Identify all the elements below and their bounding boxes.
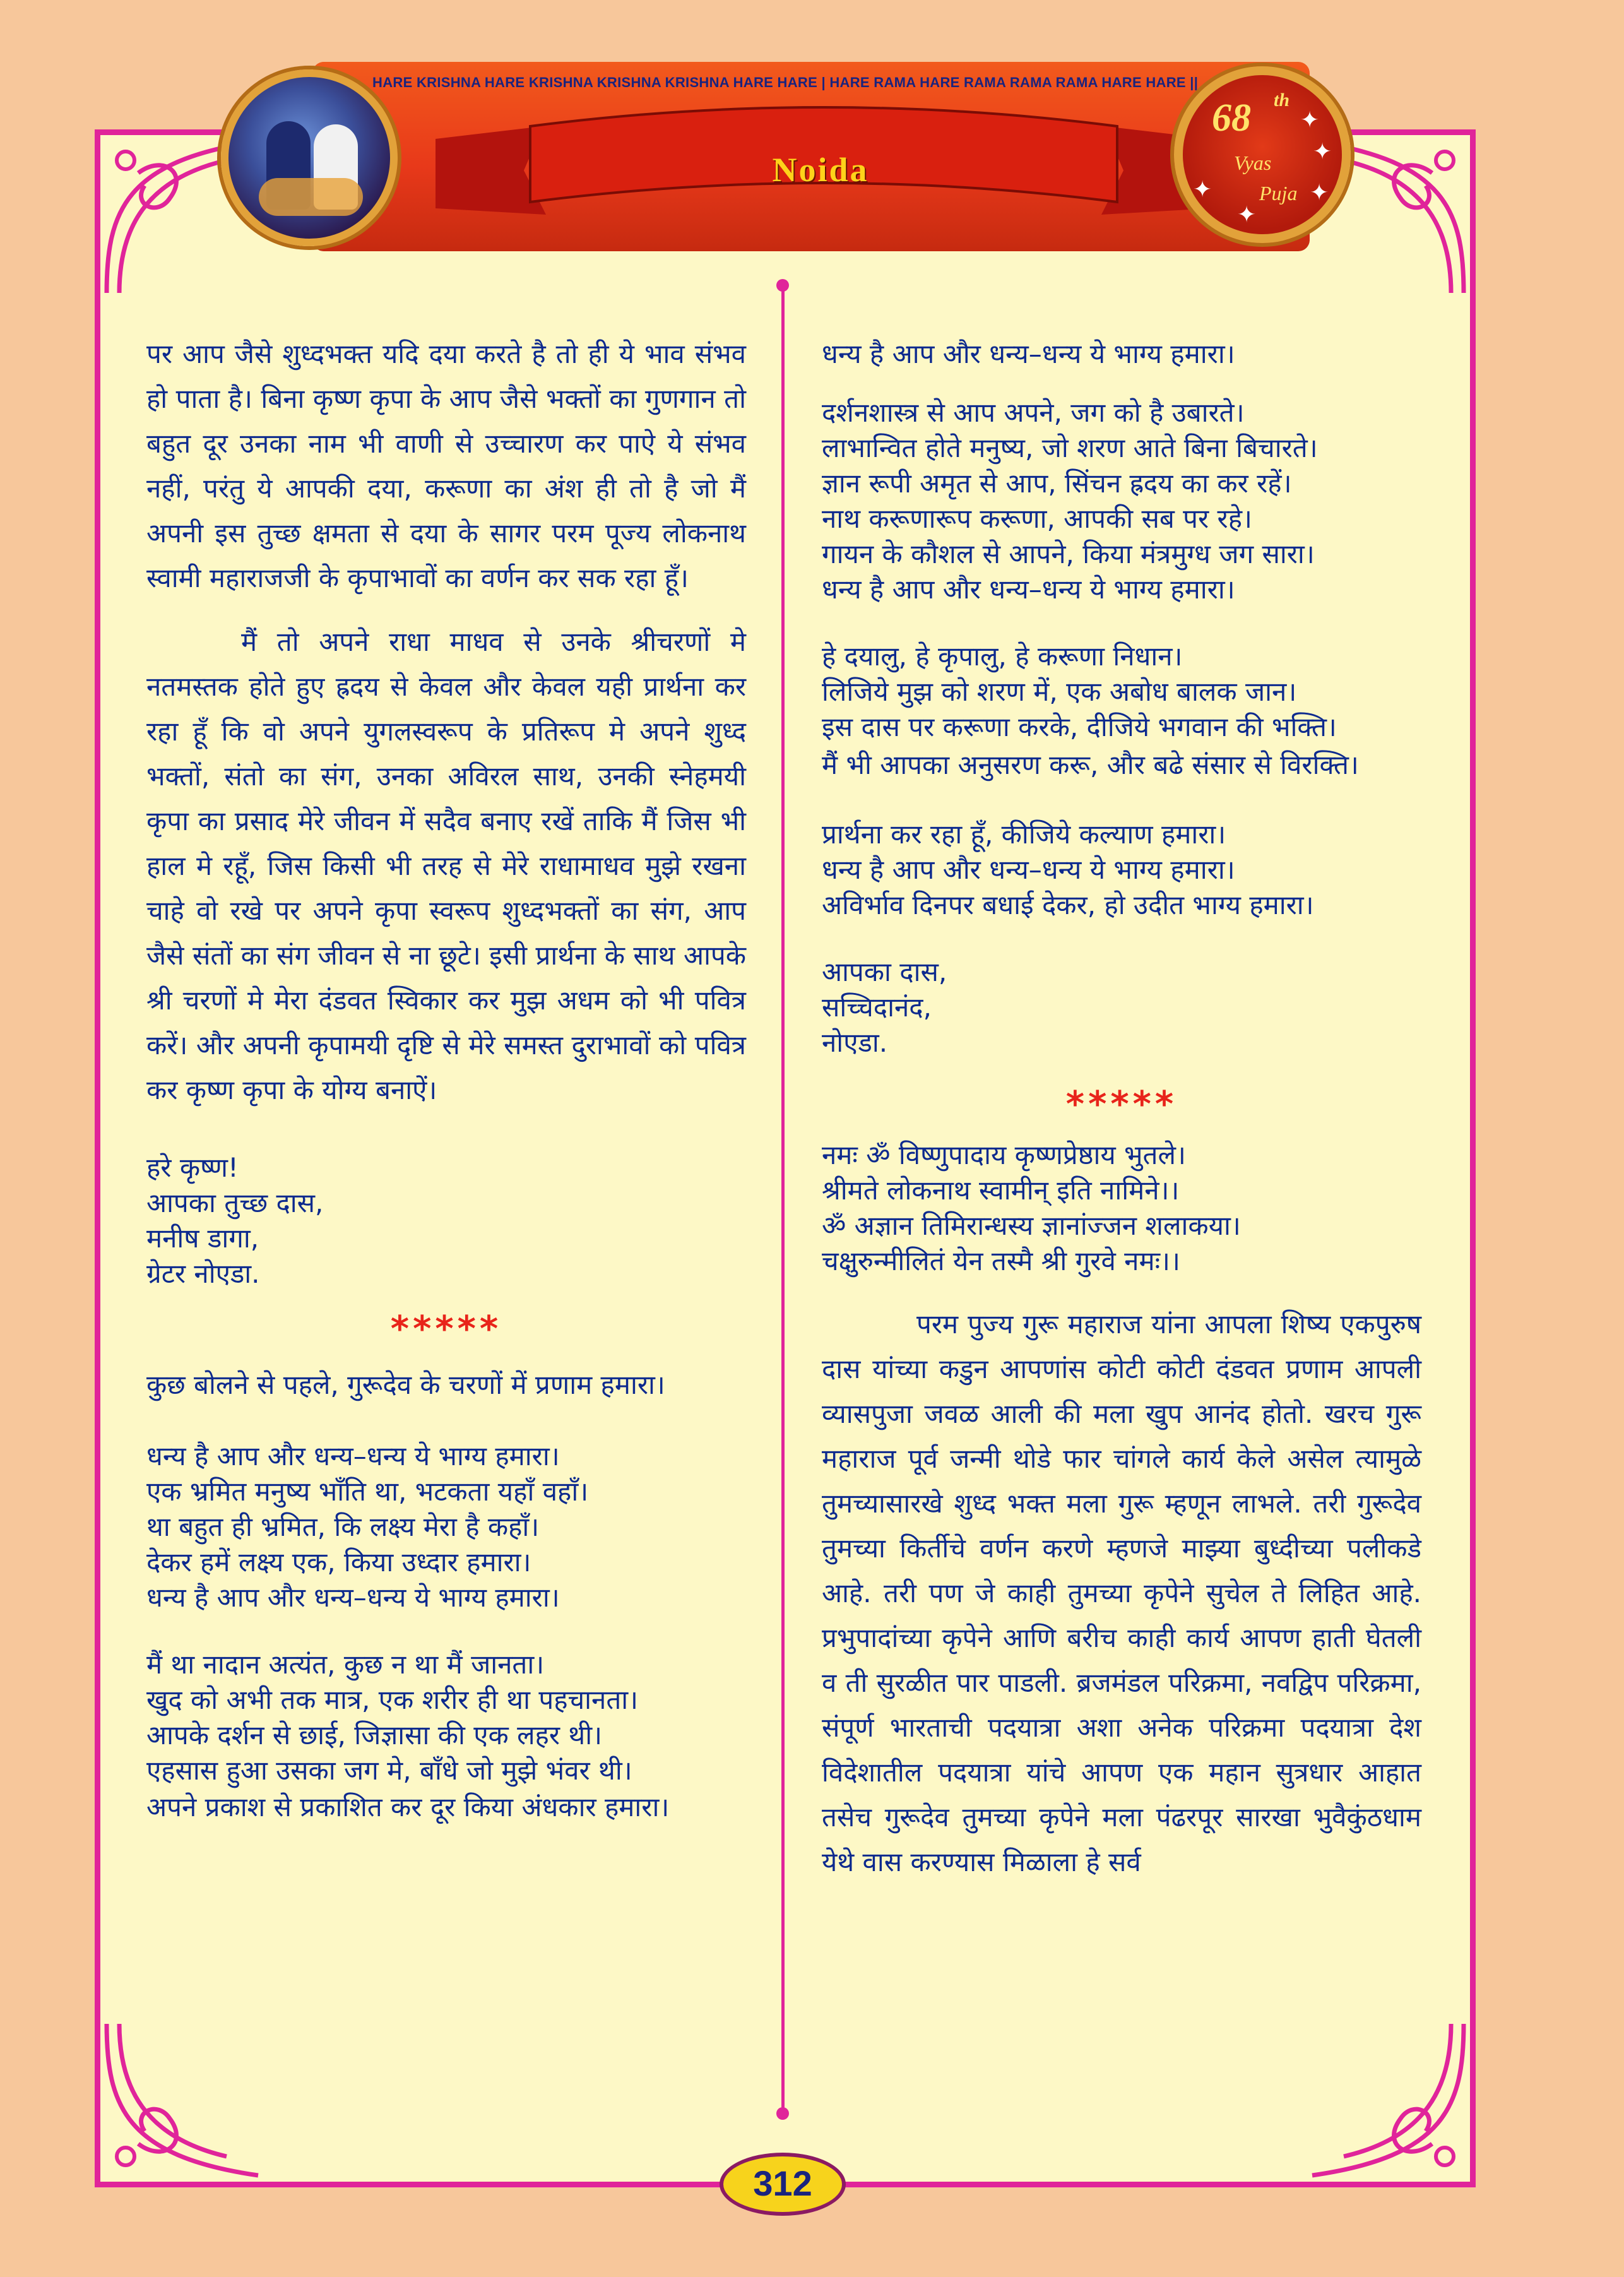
- verse: [822, 817, 1421, 923]
- verse-line: एक भ्रमित मनुष्य भाँति था, भटकता यहाँ वहाँ।: [146, 1476, 589, 1507]
- page-title: Noida: [772, 151, 869, 189]
- badge-line2: Puja: [1259, 182, 1298, 205]
- signature-line: नोएडा.: [822, 1027, 888, 1058]
- signature-line: ग्रेटर नोएडा.: [146, 1258, 260, 1289]
- signature-line: हरे कृष्ण!: [146, 1152, 239, 1183]
- verse-line: था बहुत ही भ्रमित, कि लक्ष्य मेरा है कहाँ।: [146, 1511, 540, 1542]
- paragraph: परम पुज्य गुरू महाराज यांना आपला शिष्य एकपुरुष दास यांच्या कडुन आपणांस कोटी कोटी दंडवत प्रणाम आपली व्यासपुजा जवळ आली की मला खुप आनंद होतो. खरच गुरू महाराज पूर्व जन्मी थोडे फार चांगले कार्य केले असेल त्यामुळे तुमच्यासारखे शुध्द भक्त मला गुरू म्हणून लाभले. तरी गुरूदेव तुमच्या किर्तीचे वर्णन करणे म्हणजे माझ्या बुध्दीच्या पलीकडे आहे. तरी पण जे काही तुमच्या कृपेने सुचेल ते लिहित आहे. प्रभुपादांच्या कृपेने आणि बरीच काही कार्य आपण हाती घेतली व ती सुरळीत पार पाडली. ब्रजमंडल परिक्रमा, नवद्विप परिक्रमा, संपूर्ण भारताची पदयात्रा अशा अनेक परिक्रमा पदयात्रा देश विदेशातील पदयात्रा यांचे आपण एक महान सुत्रधार आहात तसेच गुरूदेव तुमच्या कृपेने मला पंढरपूर सारखा भुवैकुंठधाम येथे वास करण्यास मिळाला हे सर्व: [822, 1309, 1421, 1877]
- deity-image: [221, 69, 398, 246]
- sparkle-icon: ✦: [1313, 139, 1332, 165]
- sparkle-icon: ✦: [1300, 107, 1320, 133]
- verse-line: एहसास हुआ उसका जग मे, बाँधे जो मुझे भंवर थी।: [146, 1755, 632, 1786]
- verse-line: मैं था नादान अत्यंत, कुछ न था मैं जानता।: [146, 1649, 545, 1680]
- paragraph: पर आप जैसे शुध्दभक्त यदि दया करते है तो ही ये भाव संभव हो पाता है। बिना कृष्ण कृपा के आप जैसे भक्तों का गुणगान तो बहुत दूर उनका नाम भी वाणी से उच्चारण कर पाऐ ये संभव नहीं, परंतु ये आपकी दया, करूणा का अंश ही तो है जो मैं अपनी इस तुच्छ क्षमता से दया के सागर परम पूज्य लोकनाथ स्वामी महाराजजी के कृपाभावों का वर्णन कर सक रहा हूँ।: [146, 338, 746, 593]
- verse-line: हे दयालु, हे कृपालु, हे करूणा निधान।: [822, 641, 1183, 672]
- verse-line: इस दास पर करूणा करके, दीजिये भगवान की भक्ति।: [822, 711, 1337, 742]
- divider-dot: [776, 279, 789, 292]
- shloka-line: ॐ अज्ञान तिमिरान्धस्य ज्ञानांज्जन शलाकया।: [822, 1210, 1241, 1241]
- verse-line: प्रार्थना कर रहा हूँ, कीजिये कल्याण हमारा।: [822, 819, 1226, 850]
- section-separator: *****: [390, 1309, 502, 1350]
- verse-line: धन्य है आप और धन्य–धन्य ये भाग्य हमारा।: [146, 1441, 560, 1471]
- signature-line: आपका तुच्छ दास,: [146, 1187, 324, 1218]
- verse-line: देकर हमें लक्ष्य एक, किया उध्दार हमारा।: [146, 1547, 531, 1578]
- verse-line: धन्य है आप और धन्य–धन्य ये भाग्य हमारा।: [146, 1582, 560, 1613]
- sparkle-icon: ✦: [1310, 180, 1329, 206]
- divider-dot: [776, 2107, 789, 2120]
- verse-line: लिजिये मुझ को शरण में, एक अबोध बालक जान।: [822, 676, 1297, 707]
- shloka: [822, 1138, 1421, 1279]
- left-column: [146, 331, 746, 1826]
- page-number: 312: [720, 2153, 846, 2216]
- verse-line: नाथ करूणारूप करूणा, आपकी सब पर रहे।: [822, 503, 1252, 534]
- signature-block: [146, 1150, 746, 1292]
- verse: [146, 1647, 746, 1788]
- verse-line: अविर्भाव दिनपर बधाई देकर, हो उदीत भाग्य हमारा।: [822, 889, 1314, 920]
- badge-line1: Vyas: [1234, 152, 1272, 174]
- signature-block: [822, 954, 1421, 1061]
- verse-line: गायन के कौशल से आपने, किया मंत्रमुग्ध जग सारा।: [822, 538, 1315, 569]
- shloka-line: चक्षुरुन्मीलितं येन तस्मै श्री गुरवे नमः।।: [822, 1246, 1180, 1276]
- signature-line: मनीष डागा,: [146, 1223, 259, 1254]
- sparkle-icon: ✦: [1237, 202, 1257, 228]
- verse: [146, 1439, 746, 1615]
- verse: [822, 395, 1421, 607]
- verse-line: अपने प्रकाश से प्रकाशित कर दूर किया अंधकार हमारा।: [146, 1792, 670, 1822]
- mantra-text: HARE KRISHNA HARE KRISHNA KRISHNA KRISHNA HARE HARE | HARE RAMA HARE RAMA RAMA RAMA HARE HARE ||: [372, 74, 1199, 90]
- paragraph: मैं तो अपने राधा माधव से उनके श्रीचरणों मे नतमस्तक होते हुए ह्रदय से केवल और केवल यही प्रार्थना कर रहा हूँ कि वो अपने युगलस्वरूप के प्रतिरूप मे अपने शुध्द भक्तों, संतो का संग, उनका अविरल साथ, उनकी स्नेहमयी कृपा का प्रसाद मेरे जीवन में सदैव बनाए रखें ताकि मैं जिस भी हाल मे रहूँ, जिस किसी भी तरह से मेरे राधामाधव मुझे रखना चाहे वो रखे पर अपने कृपा स्वरूप शुध्दभक्तों का संग, आप जैसे संतों का संग जीवन से ना छूटे। इसी प्रार्थना के साथ आपके श्री चरणों मे मेरा दंडवत स्विकार कर मुझ अधम को भी पवित्र करें। और अपनी कृपामयी दृष्टि से मेरे समस्त दुराभावों को पवित्र कर कृष्ण कृपा के योग्य बनाऐं।: [146, 626, 746, 1105]
- verse-line: लाभान्वित होते मनुष्य, जो शरण आते बिना बिचारते।: [822, 432, 1318, 463]
- verse-line: धन्य है आप और धन्य–धन्य ये भाग्य हमारा।: [822, 338, 1235, 369]
- verse-line: आपके दर्शन से छाई, जिज्ञासा की एक लहर थी।: [146, 1720, 603, 1751]
- right-column: [822, 331, 1421, 1884]
- corner-ornament: [1306, 2018, 1470, 2182]
- corner-ornament: [100, 2018, 264, 2182]
- signature-line: आपका दास,: [822, 956, 947, 987]
- paragraph: कुछ बोलने से पहले, गुरूदेव के चरणों में प्रणाम हमारा।: [146, 1369, 665, 1400]
- section-separator: *****: [1065, 1084, 1178, 1125]
- verse-line: धन्य है आप और धन्य–धन्य ये भाग्य हमारा।: [822, 574, 1235, 605]
- sparkle-icon: ✦: [1193, 177, 1212, 203]
- signature-line: सच्चिदानंद,: [822, 992, 932, 1023]
- column-divider: [781, 285, 785, 2114]
- badge-number: 68: [1212, 97, 1251, 140]
- verse-line: ज्ञान रूपी अमृत से आप, सिंचन ह्रदय का कर रहें।: [822, 468, 1292, 499]
- verse: [822, 639, 1421, 745]
- badge-suffix: th: [1274, 90, 1290, 110]
- shloka-line: श्रीमते लोकनाथ स्वामीन् इति नामिने।।: [822, 1175, 1180, 1206]
- verse-line: मैं भी आपका अनुसरण करू, और बढे संसार से विरक्ति।: [822, 749, 1359, 780]
- shloka-line: नमः ॐ विष्णुपादाय कृष्णप्रेष्ठाय भुतले।: [822, 1139, 1186, 1170]
- verse-line: दर्शनशास्त्र से आप अपने, जग को है उबारते।: [822, 397, 1245, 428]
- verse-line: खुद को अभी तक मात्र, एक शरीर ही था पहचानता।: [146, 1684, 639, 1715]
- verse-line: धन्य है आप और धन्य–धन्य ये भाग्य हमारा।: [822, 854, 1235, 885]
